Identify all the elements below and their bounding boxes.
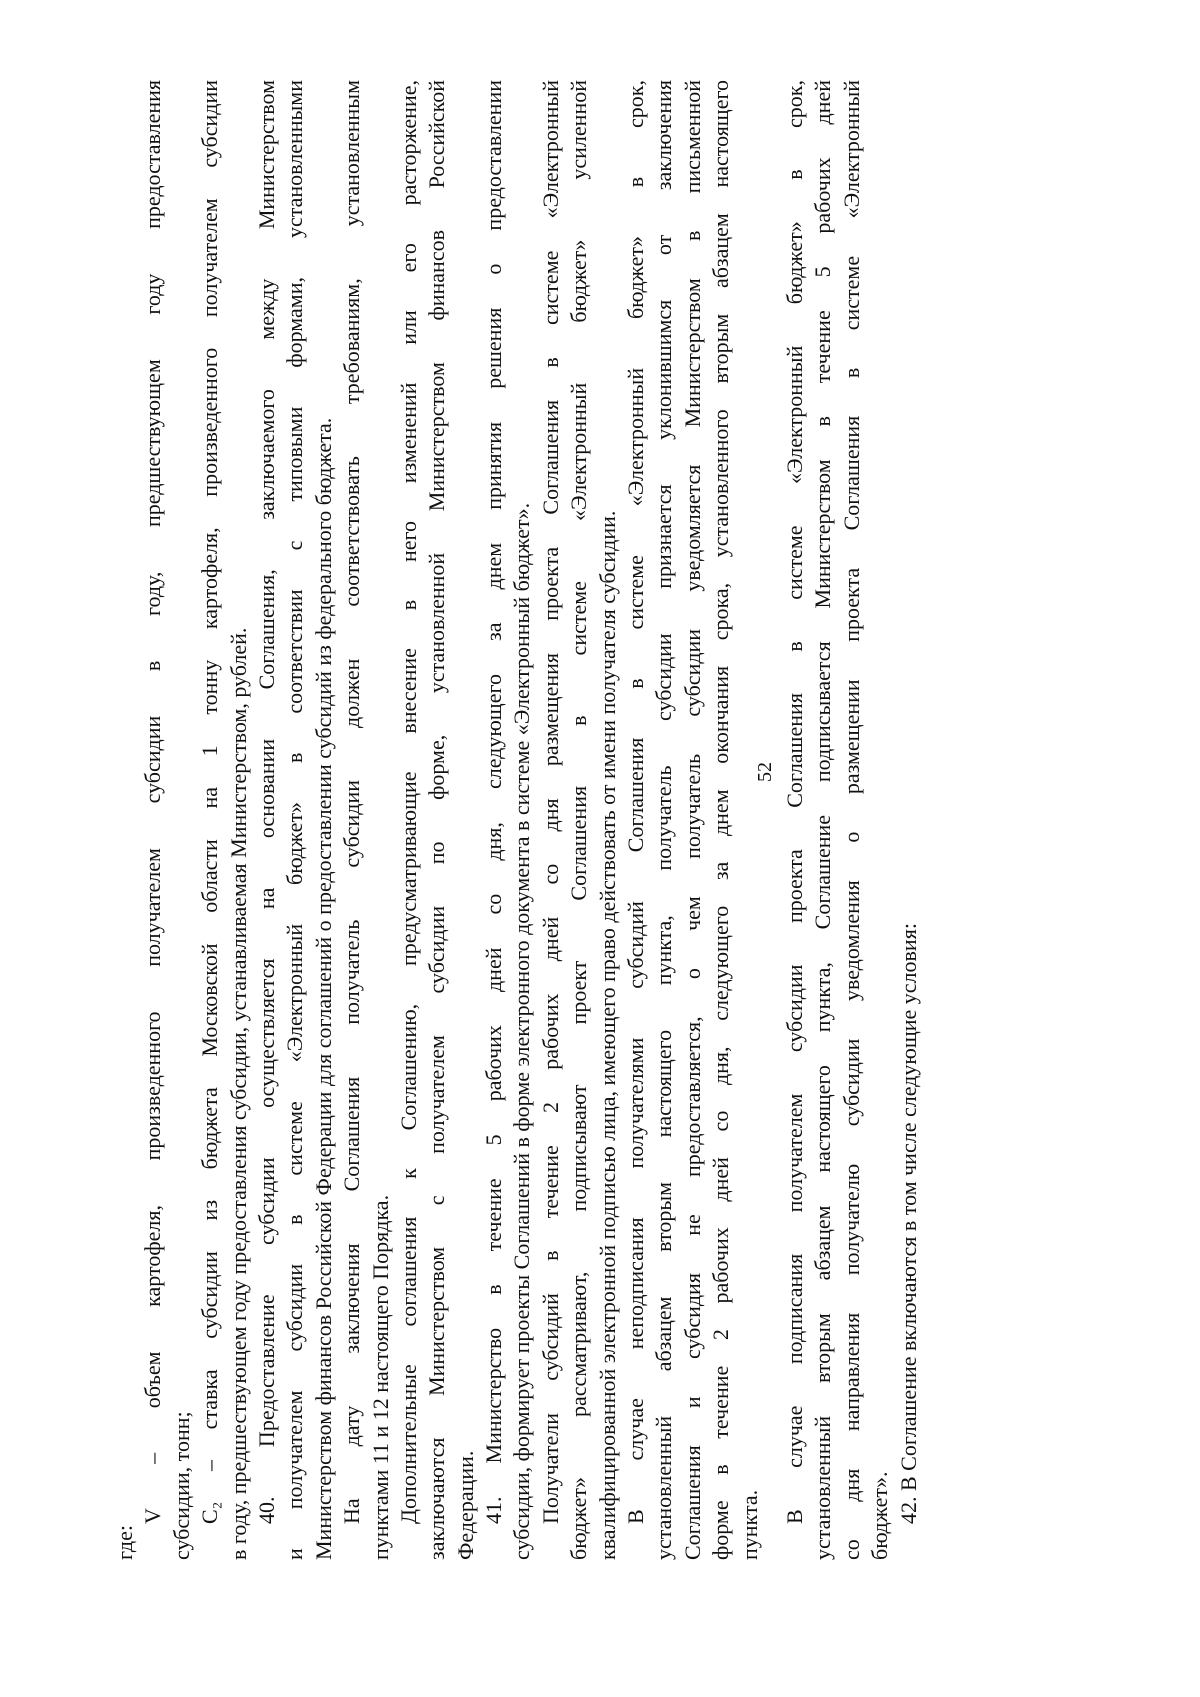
text-line: где:: [112, 1525, 137, 1560]
text-line: пунктами 11 и 12 настоящего Порядка.: [367, 1194, 393, 1560]
text-line: бюджет» рассматривают, подписывают проект Соглашения в системе «Электронный бюджет» усиленной: [566, 80, 592, 1560]
text-line: пункта.: [736, 1489, 762, 1560]
text-line: форме в течение 2 рабочих дней со дня, следующего за днем окончания срока, установленного вторым абзацем настоящего: [708, 80, 734, 1560]
text-line: квалифицированной электронной подписью лица, имеющего право действовать от имени получателя субсидии.: [594, 510, 620, 1560]
text-line: Соглашения и субсидия не предоставляется, о чем получатель субсидии уведомляется Министерством в письменной: [679, 80, 705, 1560]
text-line: 40. Предоставление субсидии осуществляется на основании Соглашения, заключаемого между Министерством: [253, 80, 279, 1524]
text-line: Федерации.: [452, 1450, 478, 1560]
text-line: субсидии, формирует проекты Соглашений в форме электронного документа в системе «Электронный бюджет».: [509, 502, 535, 1560]
document-body: [111, 80, 923, 1560]
text-line: Министерством финансов Российской Федерации для соглашений о предоставлении субсидий из федерального бюджета.: [310, 417, 336, 1560]
text-line: Дополнительные соглашения к Соглашению, предусматривающие внесение в него изменений или его расторжение,: [395, 80, 421, 1524]
text-line: C₂ – ставка субсидии из бюджета Московской области на 1 тонну картофеля, произведенного получателем субсидии: [197, 80, 223, 1524]
text-line: 42. В Соглашение включаются в том числе следующие условия:: [895, 923, 921, 1524]
text-line: заключаются Министерством с получателем субсидии по форме, установленной Министерством финансов Российской: [424, 80, 450, 1560]
text-line: V – объем картофеля, произведенного получателем субсидии в году, предшествующем году предоставления: [140, 80, 166, 1524]
text-line: и получателем субсидии в системе «Электронный бюджет» в соответствии с типовыми формами, установленными: [282, 80, 308, 1560]
page-number: 52: [754, 762, 776, 782]
text-line: 41. Министерство в течение 5 рабочих дней со дня, следующего за днем принятия решения о предоставлении: [481, 80, 507, 1524]
text-line: На дату заключения Соглашения получатель субсидии должен соответствовать требованиям, установленным: [339, 80, 365, 1524]
text-line: В случае подписания получателем субсидии проекта Соглашения в системе «Электронный бюджет» в срок,: [781, 80, 807, 1524]
text-line: установленный абзацем вторым настоящего пункта, получатель субсидии признается уклонившимся от заключения: [651, 80, 677, 1560]
text-line: установленный вторым абзацем настоящего пункта, Соглашение подписывается Министерством в течение 5 рабочих дней: [810, 80, 836, 1560]
text-line: Получатели субсидий в течение 2 рабочих дней со дня размещения проекта Соглашения в системе «Электронный: [537, 80, 563, 1524]
text-line: со дня направления получателю субсидии уведомления о размещении проекта Соглашения в системе «Электронный: [838, 80, 864, 1560]
text-line: В случае неподписания получателями субсидий Соглашения в системе «Электронный бюджет» в срок,: [623, 80, 649, 1524]
text-line: в году, предшествующем году предоставления субсидии, устанавливаемая Министерством, рублей.: [225, 627, 251, 1560]
text-line: субсидии, тонн;: [168, 1411, 194, 1560]
text-line: бюджет».: [867, 1471, 893, 1560]
